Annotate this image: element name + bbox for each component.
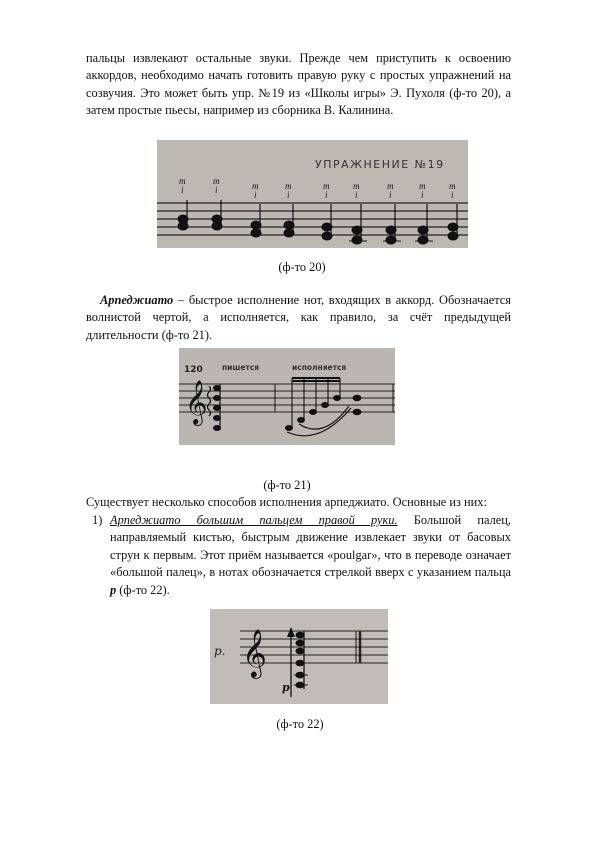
svg-text:m: m [323,181,330,191]
paragraph-intro: пальцы извлекают остальные звуки. Прежде чем приступить к освоению аккордов, необходимо начать готовить правую руку с простых упражнений на созвучия. Это может быть упр. №19 из «Школы игры» Э. Пухоля (ф-то 20), а затем простые пьесы, например из сборника В. Калинина. [86,51,511,118]
svg-text:m: m [252,181,259,191]
svg-text:𝄞: 𝄞 [185,380,208,424]
p-marking: р. [214,644,226,658]
svg-text:m: m [449,181,456,191]
finger-p-letter: p [110,582,117,597]
figure-21-photo [179,348,395,445]
methods-list [86,512,511,599]
term-arpeggiato: Арпеджиато [100,293,174,307]
svg-text:i: i [181,185,184,195]
arpeggiato-definition: – быстрое исполнение нот, входящих в аккорд. Обозначается волнистой чертой, а исполняется, как правило, за счёт предыдущей длительности (ф-то 21). [86,293,511,342]
svg-text:i: i [451,190,454,200]
figure-20-photo [157,140,468,248]
svg-text:m: m [419,181,426,191]
finger-p-mark: p [282,681,290,694]
svg-text:m: m [285,181,292,191]
list-item-text: Арпеджиато большим пальцем правой руки. Большой палец, направляемый кистью, быстрым движение извлекает звуки от басовых струн к первым. Этот приём называется «poulgar», что в переводе означает «большой палец», в нотах обозначается стрелкой вверх с указанием пальца p (ф-то 22). [110,513,511,597]
svg-text:i: i [287,190,290,200]
svg-text:i: i [421,190,424,200]
figure-22-caption: (ф-то 22) [276,717,324,731]
svg-text:i: i [215,185,218,195]
svg-text:m: m [387,181,394,191]
svg-text:i: i [389,190,392,200]
exercise-heading: УПРАЖНЕНИЕ №19 [315,158,445,171]
paragraph-arpeggiato [86,292,511,344]
exercise-number: 120 [184,365,203,375]
label-played: исполняется [292,363,347,372]
label-written: пишется [222,363,260,372]
list-number: 1) [92,513,103,527]
paragraph-methods: Существует несколько способов исполнения арпеджиато. Основные из них: [86,495,487,509]
svg-text:m: m [353,181,360,191]
figure-21-caption: (ф-то 21) [263,478,311,492]
figure-20-caption: (ф-то 20) [278,260,326,274]
svg-text:m: m [179,176,186,186]
figure-22-photo [210,609,388,704]
term-thumb-arpeggio: Арпеджиато большим пальцем правой руки. [110,513,398,527]
list-item [86,512,511,599]
svg-text:i: i [325,190,328,200]
svg-text:𝄞: 𝄞 [242,628,267,677]
svg-text:i: i [355,190,358,200]
svg-text:m: m [213,176,220,186]
svg-text:i: i [254,190,257,200]
